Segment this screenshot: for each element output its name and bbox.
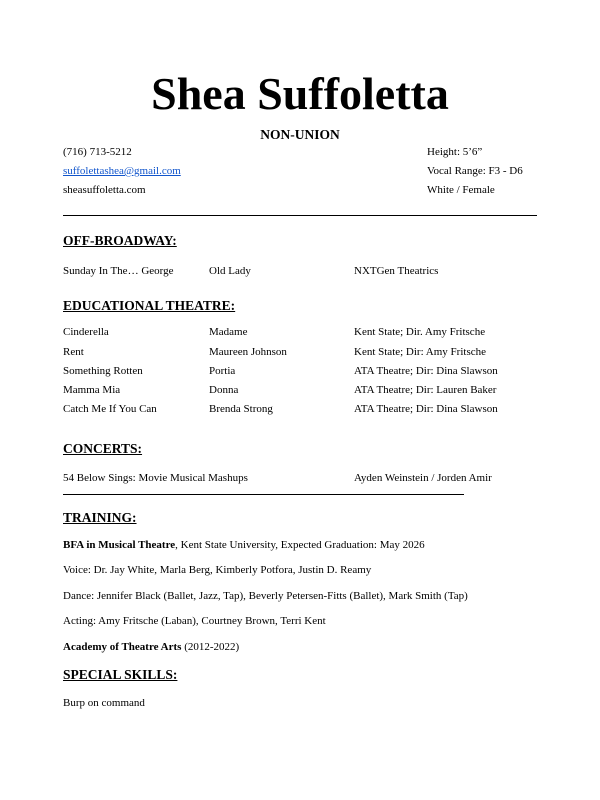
height-text: Height: 5’6” <box>427 146 483 158</box>
concert-show: 54 Below Sings: Movie Musical Mashups <box>63 472 248 484</box>
credit-role: Madame <box>209 326 248 338</box>
educational-theatre-heading: EDUCATIONAL THEATRE: <box>63 298 236 313</box>
identity-text: White / Female <box>427 184 495 196</box>
off-broadway-heading: OFF-BROADWAY: <box>63 233 177 248</box>
credit-venue: ATA Theatre; Dir: Dina Slawson <box>354 365 498 377</box>
email-link[interactable]: suffolettashea@gmail.com <box>63 165 181 177</box>
credit-role: Brenda Strong <box>209 403 273 415</box>
acting-training: Acting: Amy Fritsche (Laban), Courtney Brown, Terri Kent <box>63 615 326 627</box>
credit-show: Mamma Mia <box>63 384 121 396</box>
credit-venue: Kent State; Dir: Amy Fritsche <box>354 346 486 358</box>
credit-role: Portia <box>209 365 236 377</box>
dance-training: Dance: Jennifer Black (Ballet, Jazz, Tap), Beverly Petersen-Fitts (Ballet), Mark Smith (Tap) <box>63 590 468 602</box>
degree-title: BFA in Musical Theatre <box>63 539 176 551</box>
degree-line <box>63 538 425 552</box>
special-skills-heading: SPECIAL SKILLS: <box>63 667 178 682</box>
academy-line <box>63 640 239 654</box>
special-skills-text: Burp on command <box>63 697 145 709</box>
concerts-heading: CONCERTS: <box>63 441 143 456</box>
degree-detail: , Kent State University, Expected Graduation: May 2026 <box>175 539 425 551</box>
academy-years: (2012-2022) <box>181 641 240 653</box>
header-divider <box>63 215 537 216</box>
vocal-range-text: Vocal Range: F3 - D6 <box>427 165 523 177</box>
resume-name: Shea Suffoletta <box>151 68 449 119</box>
credit-venue: ATA Theatre; Dir: Dina Slawson <box>354 403 498 415</box>
voice-training: Voice: Dr. Jay White, Marla Berg, Kimberly Potfora, Justin D. Reamy <box>63 564 372 576</box>
academy-name: Academy of Theatre Arts <box>63 641 182 653</box>
concert-credit: Ayden Weinstein / Jorden Amir <box>354 472 492 484</box>
credit-venue: ATA Theatre; Dir: Lauren Baker <box>354 384 497 396</box>
credit-role: Maureen Johnson <box>209 346 287 358</box>
credit-show: Something Rotten <box>63 365 143 377</box>
credit-show: Sunday In The… George <box>63 265 174 277</box>
union-status: NON-UNION <box>260 127 340 142</box>
website-text: sheasuffoletta.com <box>63 184 146 196</box>
credit-role: Old Lady <box>209 265 251 277</box>
credit-show: Cinderella <box>63 326 109 338</box>
credit-venue: NXTGen Theatrics <box>354 265 439 277</box>
phone-number: (716) 713-5212 <box>63 146 132 158</box>
training-heading: TRAINING: <box>63 510 137 525</box>
concerts-divider <box>63 494 464 495</box>
credit-venue: Kent State; Dir. Amy Fritsche <box>354 326 486 338</box>
credit-role: Donna <box>209 384 239 396</box>
credit-show: Rent <box>63 346 84 358</box>
credit-show: Catch Me If You Can <box>63 403 157 415</box>
